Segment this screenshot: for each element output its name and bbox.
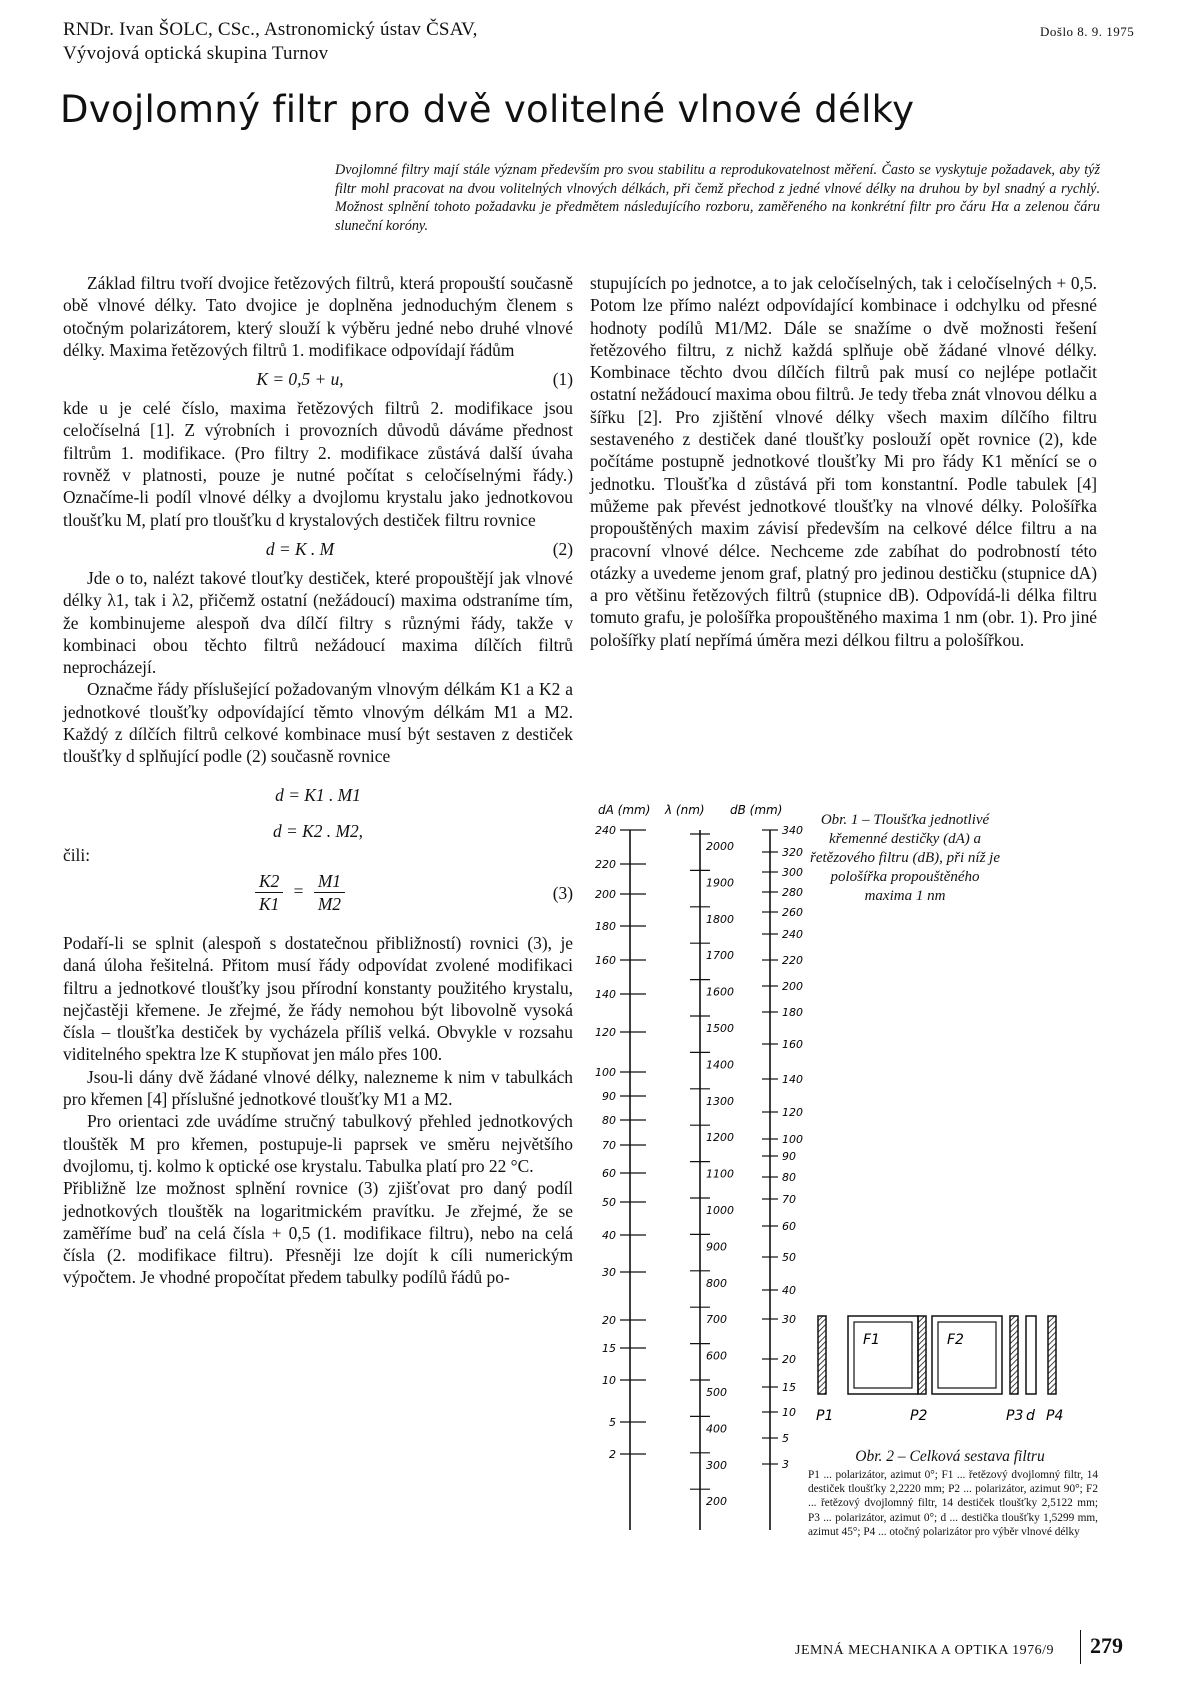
nomogram-scales	[595, 803, 803, 1530]
equation-3	[63, 866, 573, 920]
scale-dA-label: 2	[609, 1448, 616, 1461]
scale-dB-label: 5	[782, 1432, 789, 1445]
right-column	[590, 272, 1097, 651]
scale-dA-label: 180	[595, 920, 616, 933]
scale-lambda-label: 1600	[706, 985, 734, 999]
scale-dB-label: 240	[782, 928, 803, 941]
figure-1-caption: Obr. 1 – Tloušťka jednotlivé křemenné destičky (dA) a řetězového filtru (dB), při níž je pološířka propouštěného maxima 1 nm	[810, 812, 1000, 904]
scale-lambda-label: 400	[706, 1422, 727, 1436]
scale-lambda-label: 700	[706, 1313, 727, 1327]
scale-dA-label: 80	[602, 1114, 616, 1127]
paragraph: Pro orientaci zde uvádíme stručný tabulkový přehled jednotkových tlouštěk M pro křemen, postupuje-li paprsek ve směru největšího dvojlomu, tj. kolmo k optické ose krystalu. Tabulka platí pro 22 °C.	[63, 1111, 573, 1176]
figure-2-title: Obr. 2 – Celková sestava filtru	[855, 1448, 1045, 1465]
fraction-k	[255, 870, 283, 916]
scale-lambda-label: 200	[706, 1495, 727, 1509]
page-number: 279	[1090, 1633, 1123, 1658]
author-line-1: RNDr. Ivan ŠOLC, CSc., Astronomický ústav ČSAV,	[63, 19, 478, 40]
equation-3-number: (3)	[552, 882, 573, 903]
cili-label: čili:	[63, 844, 91, 865]
scale-lambda-label: 1400	[706, 1058, 734, 1072]
polarizer-p1	[818, 1316, 826, 1394]
fraction-k-numerator: K2	[255, 870, 283, 893]
scale-lambda-label: 1500	[706, 1022, 734, 1035]
paragraph: Základ filtru tvoří dvojice řetězových filtrů, která propouští současně obě vlnové délky. Tato dvojice je doplněna jednoduchým členem s otočným polarizátorem, který slouží k výběru jedné nebo druhé vlnové délky. Maxima řetězových filtrů 1. modifikace odpovídají řádům	[63, 273, 573, 360]
label-p4: P4	[1046, 1408, 1064, 1424]
paragraph: stupujících po jednotce, a to jak celočíselných, tak i celočíselných + 0,5. Potom lze přímo nalézt odpovídající kombinace i odchylku od přesné hodnoty podílů M1/M2. Dále se snažíme o dvě možnosti řešení řetězového filtru, z nichž každá splňuje obě žádané vlnové délky. Kombinace těchto dvou dílčích filtrů pak musí co nejlépe potlačit ostatní nežádoucí maxima obou filtrů. Je tedy třeba znát vlnovou délku a šířku [2]. Pro zjištění vlnové délky všech maxim dílčího filtru sestaveného z destiček dané tloušťky poslouží opět rovnice (2), kde počítáme postupně jednotkové tloušťky Mi pro řády K1 měnící se o jednotku. Tloušťka d zůstává při tom konstantní. Podle tabulek [4] můžeme pak převést jednotkové tloušťky na vlnové délky. Pološířka propouštěných maxim závisí především na celkové délce filtru a na pracovní vlnové délce. Nechceme zde zabíhat do podrobností této otázky a uvedeme jenom graf, platný pro jedinou destičku (stupnice dA) a pro většinu řetězových filtrů (stupnice dB). Odpovídá-li délka filtru tomuto grafu, je pološířka propouštěného maxima 1 nm (obr. 1). Pro jiné pološířky platí nepřímá úměra mezi délkou filtru a pološířkou.	[590, 273, 1097, 650]
received-date: Došlo 8. 9. 1975	[1040, 24, 1135, 39]
label-p1: P1	[816, 1408, 834, 1424]
paragraph: kde u je celé číslo, maxima řetězových filtrů 2. modifikace jsou celočíselná [1]. Z výrobních i provozních důvodů dáváme přednost filtrům 1. modifikace. (Pro filtry 2. modifikace zůstává další úvaha rovněž v platnosti, pouze je nutné počítat s celočíselnými řády.) Označíme-li podíl vlnové délky a dvojlomu krystalu jako jednotkovou tloušťku M, platí pro tloušťku d krystalových destiček filtru rovnice	[63, 398, 573, 530]
scale-dB-label: 200	[782, 980, 803, 993]
paragraph: Označme řády příslušející požadovaným vlnovým délkám K1 a K2 a jednotkové tloušťky odpovídající těmto vlnovým délkám M1 a M2. Každý z dílčích filtrů celkové kombinace musí být sestaven z destiček tloušťky d splňující podle (2) současně rovnice	[63, 679, 573, 767]
scale-dA-label: 15	[602, 1342, 616, 1355]
equation-a-text: d = K1 . M1	[275, 785, 361, 806]
scale-dA-label: 240	[595, 824, 616, 837]
fraction-m	[314, 870, 345, 916]
scale-dB-label: 20	[782, 1353, 796, 1366]
scale-lambda-label: 600	[706, 1349, 727, 1363]
equation-1-text: K = 0,5 + u,	[256, 369, 344, 390]
scale-dB-label: 70	[782, 1193, 796, 1206]
scale-lambda-label: 1800	[706, 912, 734, 926]
scale-dA-label: 30	[602, 1266, 616, 1279]
polarizer-p4	[1048, 1316, 1056, 1394]
label-f1: F1	[863, 1332, 880, 1348]
header-dA: dA (mm)	[598, 803, 651, 817]
fraction-m-denominator: M2	[317, 894, 341, 915]
scale-dB-label: 15	[782, 1381, 796, 1394]
abstract: Dvojlomné filtry mají stále význam především pro svou stabilitu a reprodukovatelnost měření. Často se vyskytuje požadavek, aby týž filtr mohl pracovat na dvou volitelných vlnových délkách, při čemž přechod z jedné vlnové délky na druhou by byl snadný a rychlý. Možnost splnění tohoto požadavku je předmětem následujícího rozboru, zaměřeného na konkrétní filtr pro čáru Hα a zelenou čáru sluneční koróny.	[335, 162, 1100, 234]
scale-dA-label: 90	[602, 1090, 616, 1103]
scale-dA-label: 120	[595, 1026, 616, 1039]
fraction-k-denominator: K1	[258, 894, 280, 915]
scale-lambda-label: 900	[706, 1240, 727, 1254]
scale-dB-label: 260	[782, 906, 803, 919]
scale-dA-label: 5	[609, 1416, 616, 1429]
filter-f1-frame	[848, 1316, 918, 1394]
scale-lambda-label: 1700	[706, 949, 734, 963]
scale-dA-label: 40	[602, 1229, 616, 1242]
paragraph: Přibližně lze možnost splnění rovnice (3) zjišťovat pro daný podíl jednotkových tlouštěk na logaritmickém pravítku. Je zřejmé, že se zaměříme buď na celá čísla + 0,5 (1. modifikace filtru), nebo na celá čísla (2. modifikace filtru). Přesněji lze dojít k cíli numerickým výpočtem. Je vhodné propočítat předem tabulky podílů řádů po-	[63, 1178, 573, 1288]
left-column	[63, 272, 573, 1289]
scale-dA-label: 200	[595, 888, 616, 901]
equation-1-number: (1)	[552, 369, 573, 390]
scale-lambda-label: 500	[706, 1386, 727, 1399]
equation-2-text: d = K . M	[265, 538, 335, 559]
article-title: Dvojlomný filtr pro dvě volitelné vlnové délky	[60, 88, 915, 131]
label-p3: P3	[1006, 1408, 1024, 1424]
scale-dB-label: 180	[782, 1006, 803, 1019]
scale-lambda-label: 1000	[706, 1204, 734, 1217]
scale-dB-label: 80	[782, 1171, 796, 1184]
scale-dA-label: 220	[595, 858, 616, 871]
paragraph: Jsou-li dány dvě žádané vlnové délky, nalezneme k nim v tabulkách pro křemen [4] příslušné jednotkové tloušťky M1 a M2.	[63, 1066, 573, 1110]
scale-dA-label: 10	[602, 1374, 616, 1387]
scale-dB-label: 120	[782, 1106, 803, 1119]
scale-dA-label: 60	[602, 1167, 616, 1180]
scale-lambda-label: 1300	[706, 1094, 734, 1108]
plate-d	[1026, 1316, 1036, 1394]
scale-dB-label: 90	[782, 1150, 796, 1163]
equation-2	[63, 536, 573, 562]
footer-divider	[1080, 1630, 1081, 1664]
polarizer-p2	[918, 1316, 926, 1394]
equation-a	[63, 780, 573, 812]
fraction-m-numerator: M1	[314, 870, 345, 893]
scale-dB-label: 40	[782, 1284, 796, 1297]
scale-lambda-label: 2000	[706, 840, 734, 853]
scale-dB-label: 3	[782, 1458, 789, 1471]
scale-lambda-label: 1200	[706, 1131, 734, 1145]
equation-1	[63, 366, 573, 392]
scale-dB-label: 340	[782, 824, 803, 837]
scale-dB-label: 140	[782, 1073, 803, 1086]
scale-lambda-label: 1900	[706, 876, 734, 890]
scale-lambda-label: 300	[706, 1458, 727, 1472]
scale-dA-label: 140	[595, 988, 616, 1001]
scale-dA-label: 100	[595, 1066, 616, 1079]
scale-dB-label: 280	[782, 886, 803, 899]
scale-dA-label: 160	[595, 954, 616, 967]
figure-2-caption: P1 ... polarizátor, azimut 0°; F1 ... řetězový dvojlomný filtr, 14 destiček tloušťky 2,2220 mm; P2 ... polarizátor, azimut 90°; F2 ... řetězový dvojlomný filtr, 14 destiček tloušťky 2,5122 mm; P3 ... polarizátor, azimut 0°; d ... destička tloušťky 1,5299 mm, azimut 45°; P4 ... otočný polarizátor pro výběr vlnové délky	[808, 1469, 1098, 1538]
filter-f2-frame	[932, 1316, 1002, 1394]
figure-1-nomogram	[590, 800, 803, 1560]
equation-2-number: (2)	[552, 538, 573, 559]
polarizer-p3	[1010, 1316, 1018, 1394]
scale-dB-label: 220	[782, 954, 803, 967]
scale-dA-label: 70	[602, 1139, 616, 1152]
scale-dB-label: 160	[782, 1038, 803, 1051]
equation-b-text: d = K2 . M2,	[273, 821, 363, 842]
scale-dB-label: 60	[782, 1220, 796, 1233]
paragraph: Jde o to, nalézt takové tlouťky destiček, které propouštějí jak vlnové délky λ1, tak i λ2, přičemž ostatní (nežádoucí) maxima odstraníme tím, že kombinujeme alespoň dva dílčí filtry s různými řády, takže v kombinaci obou těchto filtrů nežádoucí maxima dílčích filtrů neprocházejí.	[63, 567, 573, 678]
scale-lambda-label: 800	[706, 1276, 727, 1290]
journal-footer: JEMNÁ MECHANIKA A OPTIKA 1976/9	[795, 1643, 1054, 1658]
header-dB: dB (mm)	[730, 803, 783, 817]
scale-dB-label: 100	[782, 1133, 803, 1146]
label-f2: F2	[947, 1332, 964, 1348]
scale-dB-label: 300	[782, 866, 803, 879]
scale-dB-label: 320	[782, 846, 803, 859]
scale-dA-label: 50	[602, 1196, 616, 1209]
label-p2: P2	[910, 1408, 928, 1424]
author-block	[63, 18, 478, 66]
scale-dB-label: 50	[782, 1251, 796, 1264]
author-line-2: Vývojová optická skupina Turnov	[63, 43, 329, 64]
scale-lambda-label: 1100	[706, 1167, 734, 1181]
paragraph: Podaří-li se splnit (alespoň s dostatečnou přibližností) rovnici (3), je daná úloha řešitelná. Přitom musí řády odpovídat zvolené modifikaci filtru a jednotkové tloušťky jsou přírodní konstanty použitého krystalu, nejčastěji křemene. Je zřejmé, že řády nemohou být libovolně vysoká čísla – tloušťka destiček by vycházela příliš velká. Obvykle v rozsahu viditelného spektra lze K stupňovat jen málo přes 100.	[63, 932, 573, 1065]
scale-dB-label: 30	[782, 1313, 796, 1326]
scale-dA-label: 20	[602, 1314, 616, 1327]
header-lambda: λ (nm)	[665, 803, 705, 817]
equation-3-expr: $\frac{K2}{K1}$ = $\frac{M1}{M2}$	[63, 870, 537, 916]
label-d: d	[1026, 1408, 1035, 1424]
scale-dB-label: 10	[782, 1406, 796, 1419]
figure-2-assembly	[800, 1310, 1100, 1440]
